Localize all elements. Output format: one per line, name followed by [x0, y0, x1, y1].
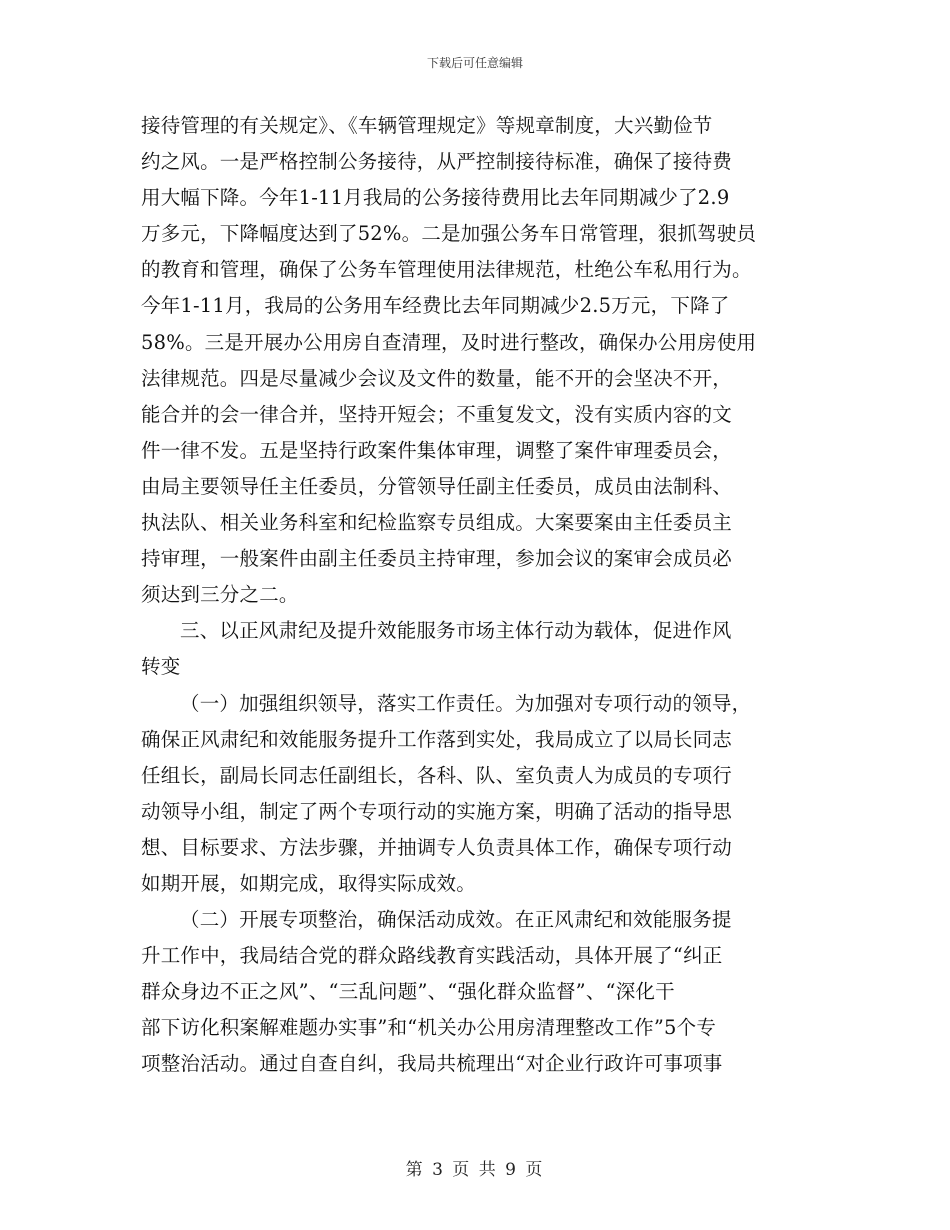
text-line: 群众身边不正之风”、“三乱问题”、“强化群众监督”、“深化干	[141, 980, 675, 1004]
text-line: 动领导小组，制定了两个专项行动的实施方案，明确了活动的指导思	[141, 799, 733, 823]
text-line: 须达到三分之二。	[141, 583, 299, 607]
text-line: 万多元，下降幅度达到了52%。二是加强公务车日常管理，狠抓驾驶员	[141, 222, 757, 246]
text-line: （二）开展专项整治，确保活动成效。在正风肃纪和效能服务提	[180, 908, 732, 932]
text-line: 58%。三是开展办公用房自查清理，及时进行整改，确保办公用房使用	[141, 330, 757, 354]
text-line: 用大幅下降。今年1-11月我局的公务接待费用比去年同期减少了2.9	[141, 186, 730, 210]
text-line: 约之风。一是严格控制公务接待，从严控制接待标准，确保了接待费	[141, 150, 733, 174]
text-line: 项整治活动。通过自查自纠，我局共梳理出“对企业行政许可事项事	[141, 1052, 723, 1076]
text-line: 法律规范。四是尽量减少会议及文件的数量，能不开的会坚决不开，	[141, 366, 733, 390]
page-header: 下载后可任意编辑	[426, 56, 523, 70]
text-line: 的教育和管理，确保了公务车管理使用法律规范，杜绝公车私用行为。	[141, 258, 752, 282]
text-line: 执法队、相关业务科室和纪检监察专员组成。大案要案由主任委员主	[141, 511, 733, 535]
text-line: 持审理，一般案件由副主任委员主持审理，参加会议的案审会成员必	[141, 547, 733, 571]
text-line: 接待管理的有关规定》、《车辆管理规定》等规章制度，大兴勤俭节	[141, 114, 713, 137]
text-line: （一）加强组织领导，落实工作责任。为加强对专项行动的领导，	[180, 691, 752, 715]
text-line: 任组长，副局长同志任副组长，各科、队、室负责人为成员的专项行	[141, 763, 733, 787]
text-line: 能合并的会一律合并，坚持开短会；不重复发文，没有实质内容的文	[141, 402, 733, 426]
text-line: 三、以正风肃纪及提升效能服务市场主体行动为载体，促进作风	[180, 619, 732, 643]
text-line: 部下访化积案解难题办实事”和“机关办公用房清理整改工作”5个专	[141, 1016, 717, 1040]
text-line: 今年1-11月，我局的公务用车经费比去年同期减少2.5万元，下降了	[141, 294, 730, 318]
text-line: 如期开展，如期完成，取得实际成效。	[141, 871, 476, 895]
document-body	[141, 108, 811, 1083]
text-line: 件一律不发。五是坚持行政案件集体审理，调整了案件审理委员会，	[141, 438, 733, 462]
text-line: 升工作中，我局结合党的群众路线教育实践活动，具体开展了“纠正	[141, 944, 723, 968]
text-line: 确保正风肃纪和效能服务提升工作落到实处，我局成立了以局长同志	[141, 727, 733, 751]
text-line: 想、目标要求、方法步骤，并抽调专人负责具体工作，确保专项行动	[141, 835, 733, 859]
text-line: 转变	[141, 655, 181, 679]
text-line: 由局主要领导任主任委员，分管领导任副主任委员，成员由法制科、	[141, 474, 733, 498]
page-footer: 第 3 页 共 9 页	[405, 1160, 545, 1180]
